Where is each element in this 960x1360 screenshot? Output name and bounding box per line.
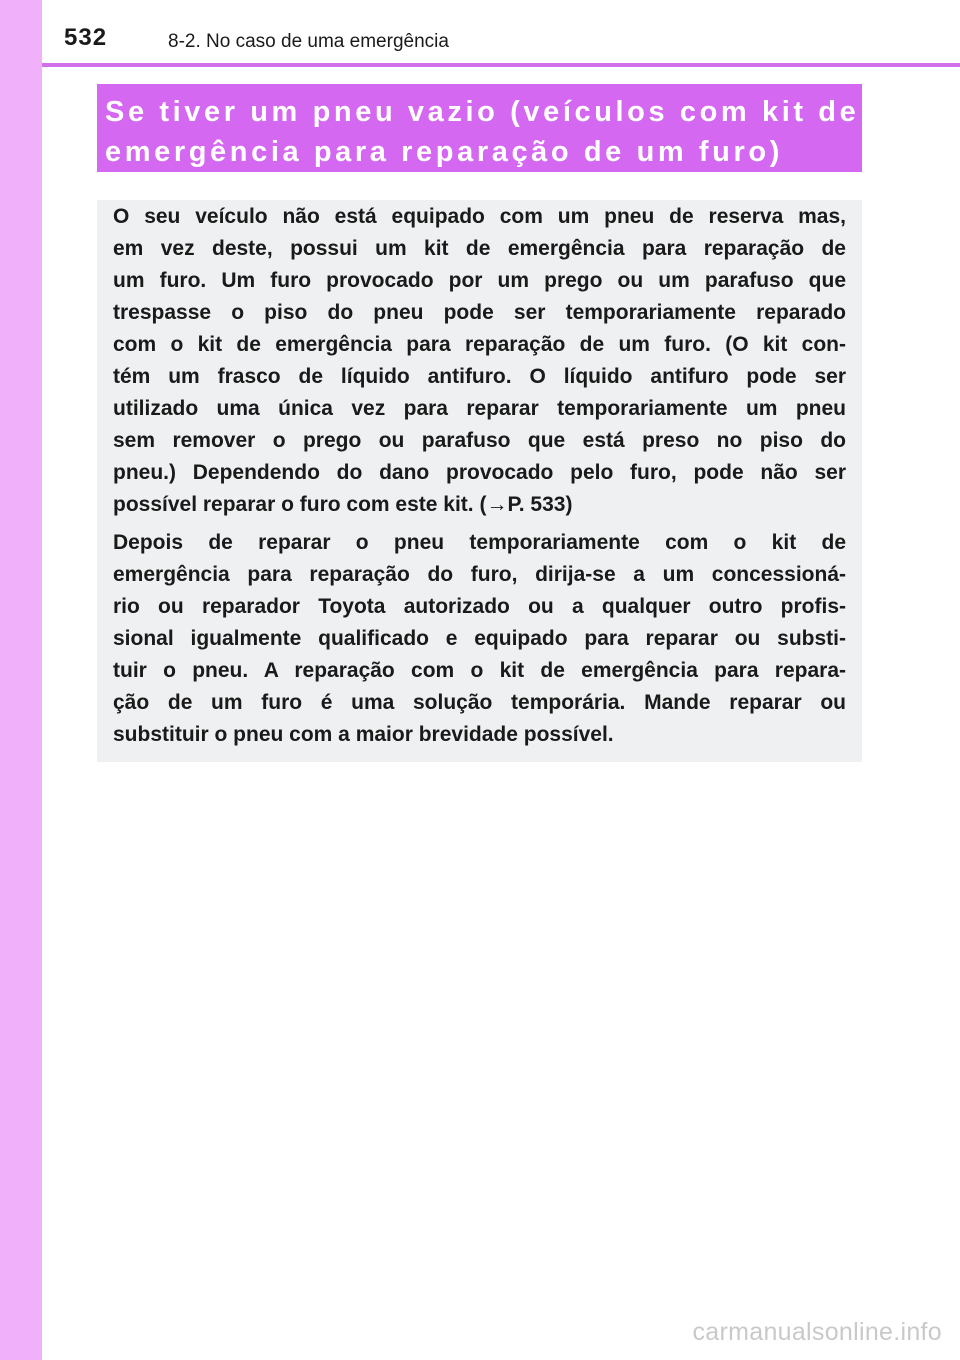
text-line: emergência para reparação do furo, dirija-se a um concessioná- [113,563,846,586]
page-number: 532 [64,24,108,51]
text-line: com o kit de emergência para reparação de um furo. (O kit con- [113,333,846,356]
text-line: rio ou reparador Toyota autorizado ou a qualquer outro profis- [113,595,846,618]
paragraph-1 [113,201,846,521]
text-line: tém um frasco de líquido antifuro. O líquido antifuro pode ser [113,365,846,388]
text-line: um furo. Um furo provocado por um prego ou um parafuso que [113,269,846,292]
title-banner [97,84,862,172]
title-line: Se tiver um pneu vazio (veículos com kit de [105,96,860,128]
side-color-strip [0,0,42,1360]
watermark: carmanualsonline.info [692,1318,942,1346]
content-box [97,200,862,762]
text-line: em vez deste, possui um kit de emergência para reparação de [113,237,846,260]
title-line: emergência para reparação de um furo) [105,136,783,168]
text-line: Depois de reparar o pneu temporariamente com o kit de [113,531,846,554]
section-header: 8-2. No caso de uma emergência [168,31,449,52]
paragraph-2 [113,527,846,751]
text-line: sem remover o prego ou parafuso que está preso no piso do [113,429,846,452]
text-line: tuir o pneu. A reparação com o kit de emergência para repara- [113,659,846,682]
text-line: possível reparar o furo com este kit. (→P. 533) [113,493,573,516]
text-line: substituir o pneu com a maior brevidade possível. [113,723,614,746]
text-line: O seu veículo não está equipado com um pneu de reserva mas, [113,205,846,228]
text-line: sional igualmente qualificado e equipado para reparar ou substi- [113,627,846,650]
header-rule [42,63,960,67]
text-line: utilizado uma única vez para reparar temporariamente um pneu [113,397,846,420]
text-line: ção de um furo é uma solução temporária. Mande reparar ou [113,691,846,714]
text-line: pneu.) Dependendo do dano provocado pelo furo, pode não ser [113,461,846,484]
text-line: trespasse o piso do pneu pode ser temporariamente reparado [113,301,846,324]
